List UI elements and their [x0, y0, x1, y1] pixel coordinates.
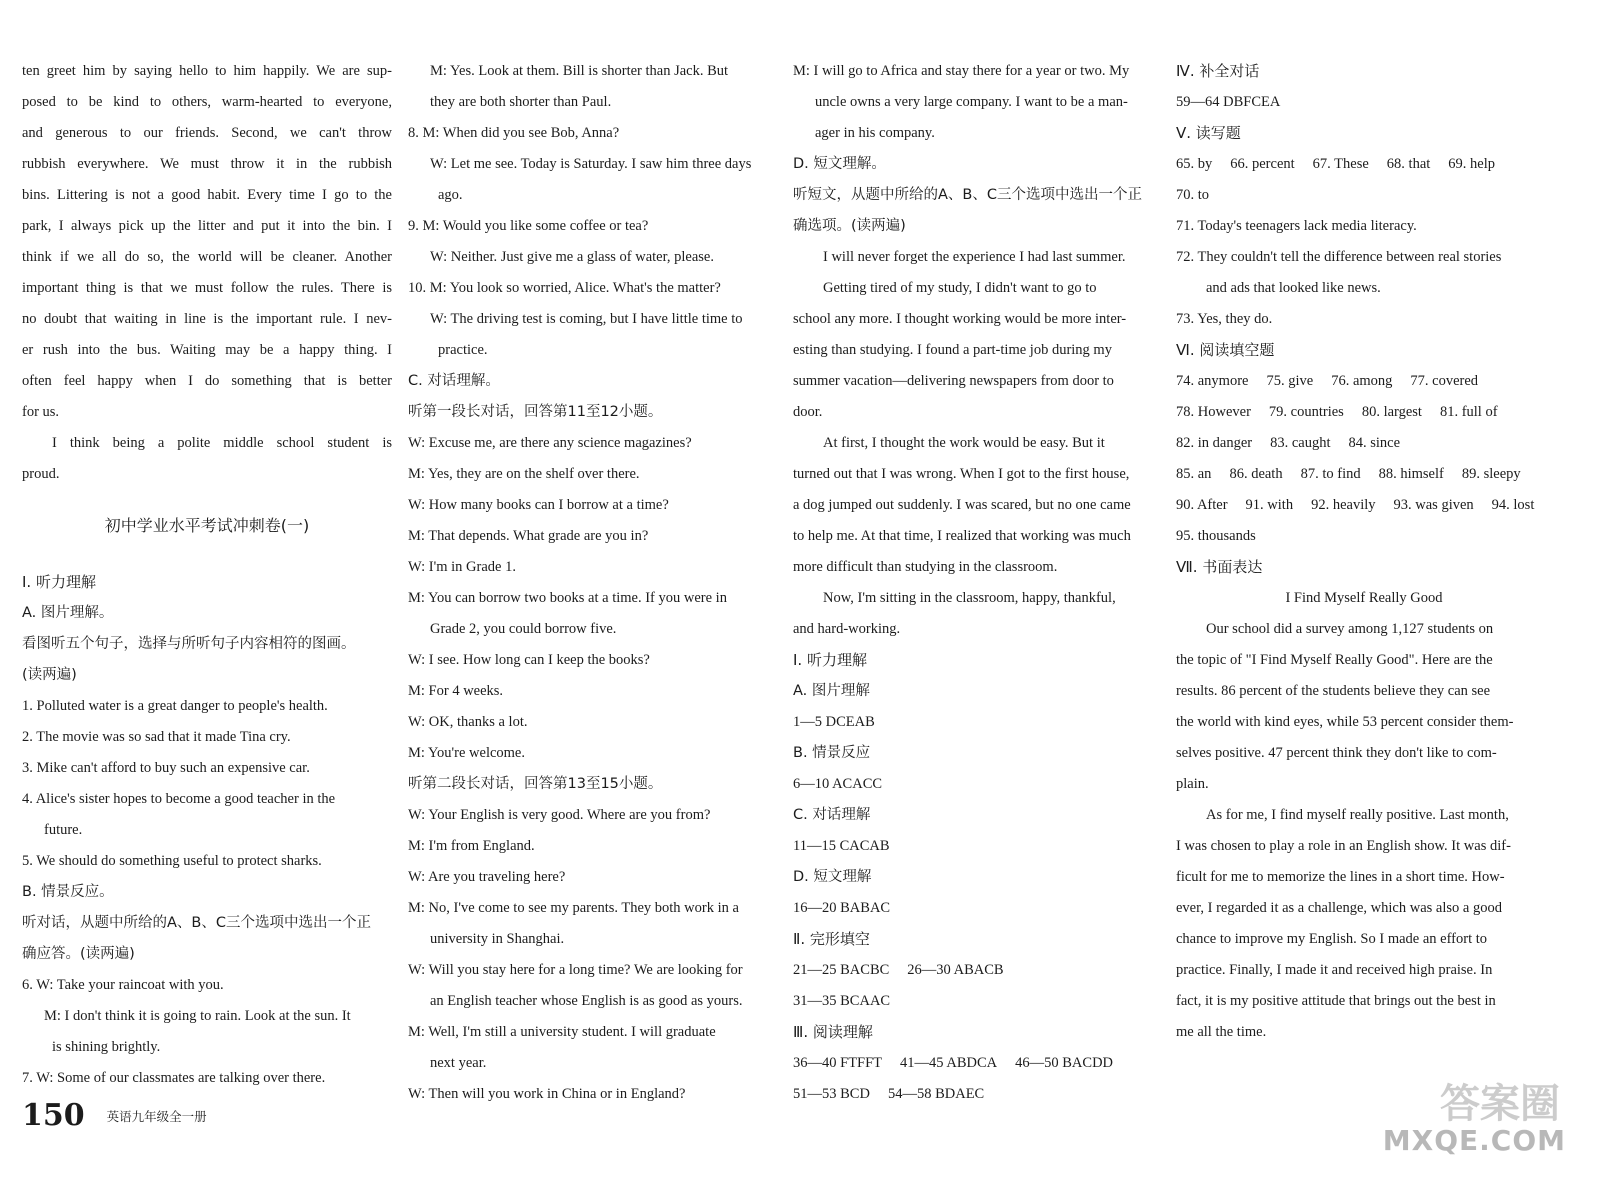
- text-line: often feel happy when I do something that is better: [22, 373, 392, 389]
- text-line: think if we all do so, the world will be cleaner. Another: [22, 249, 392, 265]
- answer-item: 66. percent: [1230, 156, 1295, 172]
- passage-line: Now, I'm sitting in the classroom, happy, thankful,: [823, 590, 1116, 606]
- text-line: rubbish everywhere. We must throw it in the rubbish: [22, 156, 392, 172]
- answer-item: 77. covered: [1410, 373, 1479, 389]
- subsection-heading: B. 情景反应。: [22, 884, 114, 900]
- text-line: er rush into the bus. Waiting may be a happy thing. I: [22, 342, 392, 358]
- dialogue-line: M: Yes, they are on the shelf over there.: [408, 466, 640, 482]
- instruction: 确应答。(读两遍): [22, 946, 135, 962]
- text-line: posed to be kind to others, warm-hearted to everyone,: [22, 94, 392, 110]
- dialogue-line: 9. M: Would you like some coffee or tea?: [408, 218, 649, 234]
- text-line: proud.: [22, 466, 60, 482]
- dialogue-line: W: Are you traveling here?: [408, 869, 566, 885]
- section-heading: Ⅰ. 听力理解: [22, 573, 96, 591]
- answer-line: 6—10 ACACC: [793, 776, 883, 792]
- subsection-heading: B. 情景反应: [793, 745, 871, 761]
- subsection-heading: C. 对话理解: [793, 807, 871, 823]
- essay-line: plain.: [1176, 776, 1209, 792]
- answer-item: 88. himself: [1378, 466, 1444, 482]
- section-heading: Ⅳ. 补全对话: [1176, 62, 1260, 80]
- answer-line: [1176, 428, 1552, 459]
- answer-item: 75. give: [1266, 373, 1314, 389]
- passage-line: At first, I thought the work would be easy. But it: [823, 435, 1105, 451]
- dialogue-line: next year.: [430, 1055, 487, 1071]
- answer-line: 59—64 DBFCEA: [1176, 94, 1281, 110]
- watermark-logo: 答案圈: [1440, 1081, 1560, 1127]
- answer-item: 92. heavily: [1311, 497, 1376, 513]
- answer-item: 80. largest: [1361, 404, 1422, 420]
- essay-line: the topic of "I Find Myself Really Good". Here are the: [1176, 652, 1493, 668]
- dialogue-line: M: Well, I'm still a university student. I will graduate: [408, 1024, 716, 1040]
- answer-item: 87. to find: [1300, 466, 1361, 482]
- answer-line: 31—35 BCAAC: [793, 993, 891, 1009]
- essay-line: practice. Finally, I made it and received high praise. In: [1176, 962, 1493, 978]
- passage-line: school any more. I thought working would be more inter-: [793, 311, 1127, 327]
- instruction: 听第二段长对话，回答第13至15小题。: [408, 776, 663, 792]
- dialogue-line: W: How many books can I borrow at a time?: [408, 497, 669, 513]
- answer-line: 70. to: [1176, 187, 1210, 203]
- essay-line: results. 86 percent of the students believe they can see: [1176, 683, 1491, 699]
- essay-paragraph: [22, 56, 392, 397]
- dialogue-line: 8. M: When did you see Bob, Anna?: [408, 125, 620, 141]
- dialogue-line: M: I don't think it is going to rain. Look at the sun. It: [44, 1008, 351, 1024]
- instruction: 确选项。(读两遍): [793, 218, 906, 234]
- answer-item: 76. among: [1331, 373, 1393, 389]
- text-line: no doubt that waiting in line is the important rule. I nev-: [22, 311, 392, 327]
- section-heading: Ⅲ. 阅读理解: [793, 1023, 873, 1041]
- text-line: I think being a polite middle school student is: [52, 435, 392, 451]
- answer-item: 67. These: [1312, 156, 1369, 172]
- dialogue-line: W: OK, thanks a lot.: [408, 714, 528, 730]
- passage-line: and hard-working.: [793, 621, 901, 637]
- answer-line: 11—15 CACAB: [793, 838, 890, 854]
- question-item: future.: [44, 822, 83, 838]
- dialogue-line: M: No, I've come to see my parents. They both work in a: [408, 900, 739, 916]
- dialogue-line: W: I'm in Grade 1.: [408, 559, 516, 575]
- dialogue-line: W: Let me see. Today is Saturday. I saw him three days: [430, 156, 752, 172]
- dialogue-line: M: That depends. What grade are you in?: [408, 528, 649, 544]
- dialogue-line: practice.: [438, 342, 488, 358]
- passage-line: Getting tired of my study, I didn't want to go to: [823, 280, 1097, 296]
- answer-group: 36—40 FTFFT: [793, 1055, 883, 1071]
- answer-item: 94. lost: [1491, 497, 1535, 513]
- answer-line: 1—5 DCEAB: [793, 714, 875, 730]
- answer-item: 83. caught: [1270, 435, 1331, 451]
- dialogue-line: 6. W: Take your raincoat with you.: [22, 977, 224, 993]
- answer-line: [1176, 459, 1552, 490]
- answer-line: [1176, 366, 1552, 397]
- answer-item: 85. an: [1176, 466, 1212, 482]
- subsection-heading: D. 短文理解。: [793, 156, 886, 172]
- passage-line: a dog jumped out suddenly. I was scared, but no one came: [793, 497, 1131, 513]
- answer-line: [1176, 397, 1552, 428]
- answer-group: 21—25 BACBC: [793, 962, 890, 978]
- dialogue-line: uncle owns a very large company. I want to be a man-: [815, 94, 1128, 110]
- dialogue-line: W: Excuse me, are there any science magazines?: [408, 435, 692, 451]
- essay-line: I was chosen to play a role in an English show. It was dif-: [1176, 838, 1511, 854]
- dialogue-line: W: Your English is very good. Where are you from?: [408, 807, 711, 823]
- essay-line: As for me, I find myself really positive. Last month,: [1206, 807, 1509, 823]
- dialogue-line: M: I will go to Africa and stay there for a year or two. My: [793, 63, 1130, 79]
- dialogue-line: M: For 4 weeks.: [408, 683, 504, 699]
- text-line: important thing is that we must follow the rules. There is: [22, 280, 392, 296]
- answer-item: 89. sleepy: [1461, 466, 1521, 482]
- text-line: for us.: [22, 404, 60, 420]
- section-heading: Ⅶ. 书面表达: [1176, 558, 1263, 576]
- answer-item: 81. full of: [1439, 404, 1498, 420]
- dialogue-line: is shining brightly.: [52, 1039, 161, 1055]
- dialogue-line: 7. W: Some of our classmates are talking over there.: [22, 1070, 326, 1086]
- answer-item: 93. was given: [1393, 497, 1474, 513]
- answer-group: 54—58 BDAEC: [887, 1086, 985, 1102]
- passage-line: to help me. At that time, I realized that working was much: [793, 528, 1131, 544]
- instruction: 听对话，从题中所给的A、B、C三个选项中选出一个正: [22, 915, 371, 931]
- page-number: 150: [22, 1098, 85, 1133]
- answer-item: 69. help: [1448, 156, 1496, 172]
- instruction: 听短文，从题中所给的A、B、C三个选项中选出一个正: [793, 187, 1142, 203]
- subsection-heading: D. 短文理解: [793, 869, 872, 885]
- essay-line: fact, it is my positive attitude that brings out the best in: [1176, 993, 1496, 1009]
- question-item: 4. Alice's sister hopes to become a good teacher in the: [22, 791, 336, 807]
- dialogue-line: 10. M: You look so worried, Alice. What's the matter?: [408, 280, 721, 296]
- book-title: 英语九年级全一册: [106, 1108, 207, 1124]
- passage-line: door.: [793, 404, 823, 420]
- dialogue-line: ago.: [438, 187, 463, 203]
- answer-item: 79. countries: [1268, 404, 1344, 420]
- question-item: 5. We should do something useful to protect sharks.: [22, 853, 322, 869]
- dialogue-line: they are both shorter than Paul.: [430, 94, 612, 110]
- essay-line: chance to improve my English. So I made an effort to: [1176, 931, 1487, 947]
- passage-line: esting than studying. I found a part-time job during my: [793, 342, 1112, 358]
- answer-line: 73. Yes, they do.: [1176, 311, 1273, 327]
- text-line: bins. Littering is not a good habit. Every time I go to the: [22, 187, 392, 203]
- text-line: ten greet him by saying hello to him happily. We are sup-: [22, 63, 392, 79]
- subsection-heading: A. 图片理解。: [22, 605, 114, 621]
- question-item: 1. Polluted water is a great danger to people's health.: [22, 698, 328, 714]
- answer-line: 71. Today's teenagers lack media literacy.: [1176, 218, 1417, 234]
- dialogue-line: W: Neither. Just give me a glass of water, please.: [430, 249, 714, 265]
- dialogue-line: Grade 2, you could borrow five.: [430, 621, 617, 637]
- answer-group: 41—45 ABDCA: [900, 1055, 998, 1071]
- text-line: park, I always pick up the litter and put it into the bin. I: [22, 218, 392, 234]
- answer-line: [1176, 149, 1552, 180]
- answer-line: 95. thousands: [1176, 528, 1256, 544]
- text-line: and generous to our friends. Second, we can't throw: [22, 125, 392, 141]
- dialogue-line: W: Will you stay here for a long time? We are looking for: [408, 962, 743, 978]
- section-heading: Ⅰ. 听力理解: [793, 651, 867, 669]
- answer-line: [1176, 490, 1552, 521]
- answer-item: 78. However: [1176, 404, 1251, 420]
- dialogue-line: an English teacher whose English is as good as yours.: [430, 993, 743, 1009]
- question-item: 3. Mike can't afford to buy such an expensive car.: [22, 760, 310, 776]
- section-heading: Ⅱ. 完形填空: [793, 930, 870, 948]
- answer-line: 72. They couldn't tell the difference between real stories: [1176, 249, 1502, 265]
- answer-line: [793, 955, 1159, 986]
- column-1: [22, 56, 392, 1094]
- passage-line: more difficult than studying in the classroom.: [793, 559, 1058, 575]
- answer-item: 84. since: [1348, 435, 1401, 451]
- dialogue-line: M: You're welcome.: [408, 745, 525, 761]
- answer-line: and ads that looked like news.: [1206, 280, 1381, 296]
- section-heading: Ⅵ. 阅读填空题: [1176, 341, 1275, 359]
- essay-line: me all the time.: [1176, 1024, 1267, 1040]
- exam-title: 初中学业水平考试冲刺卷(一): [104, 516, 310, 535]
- essay-line: ever, I regarded it as a challenge, which was also a good: [1176, 900, 1502, 916]
- answer-line: [793, 1048, 1159, 1079]
- answer-item: 68. that: [1386, 156, 1431, 172]
- question-item: 2. The movie was so sad that it made Tina cry.: [22, 729, 291, 745]
- answer-item: 82. in danger: [1176, 435, 1253, 451]
- dialogue-line: M: You can borrow two books at a time. If you were in: [408, 590, 727, 606]
- essay-line: selves positive. 47 percent think they don't like to com-: [1176, 745, 1497, 761]
- answer-group: 46—50 BACDD: [1015, 1055, 1114, 1071]
- column-3: [793, 56, 1159, 1110]
- passage-line: summer vacation—delivering newspapers from door to: [793, 373, 1114, 389]
- subsection-heading: A. 图片理解: [793, 683, 870, 699]
- column-4: [1176, 56, 1552, 1048]
- answer-item: 74. anymore: [1176, 373, 1249, 389]
- dialogue-line: W: I see. How long can I keep the books?: [408, 652, 650, 668]
- answer-group: 51—53 BCD: [793, 1086, 870, 1102]
- answer-item: 86. death: [1229, 466, 1283, 482]
- dialogue-line: W: The driving test is coming, but I have little time to: [430, 311, 743, 327]
- page-footer: [22, 1098, 207, 1133]
- essay-line: the world with kind eyes, while 53 percent consider them-: [1176, 714, 1514, 730]
- essay-title: I Find Myself Really Good: [1285, 590, 1443, 606]
- answer-item: 90. After: [1176, 497, 1228, 513]
- section-heading: Ⅴ. 读写题: [1176, 124, 1241, 142]
- passage-line: I will never forget the experience I had last summer.: [823, 249, 1126, 265]
- instruction: (读两遍): [22, 667, 77, 683]
- dialogue-line: M: Yes. Look at them. Bill is shorter than Jack. But: [430, 63, 729, 79]
- column-2: [408, 56, 774, 1110]
- essay-line: Our school did a survey among 1,127 students on: [1206, 621, 1494, 637]
- answer-group: 26—30 ABACB: [907, 962, 1004, 978]
- dialogue-line: university in Shanghai.: [430, 931, 565, 947]
- answer-item: 65. by: [1176, 156, 1213, 172]
- essay-line: ficult for me to memorize the lines in a short time. How-: [1176, 869, 1505, 885]
- answer-line: [793, 1079, 1159, 1110]
- dialogue-line: W: Then will you work in China or in England?: [408, 1086, 686, 1102]
- passage-line: turned out that I was wrong. When I got to the first house,: [793, 466, 1130, 482]
- instruction: 看图听五个句子，选择与所听句子内容相符的图画。: [22, 636, 356, 652]
- dialogue-line: ager in his company.: [815, 125, 935, 141]
- answer-item: 91. with: [1245, 497, 1294, 513]
- instruction: 听第一段长对话，回答第11至12小题。: [408, 404, 663, 420]
- watermark-site: MXQE.COM: [1382, 1124, 1566, 1157]
- subsection-heading: C. 对话理解。: [408, 373, 500, 389]
- answer-line: 16—20 BABAC: [793, 900, 891, 916]
- dialogue-line: M: I'm from England.: [408, 838, 535, 854]
